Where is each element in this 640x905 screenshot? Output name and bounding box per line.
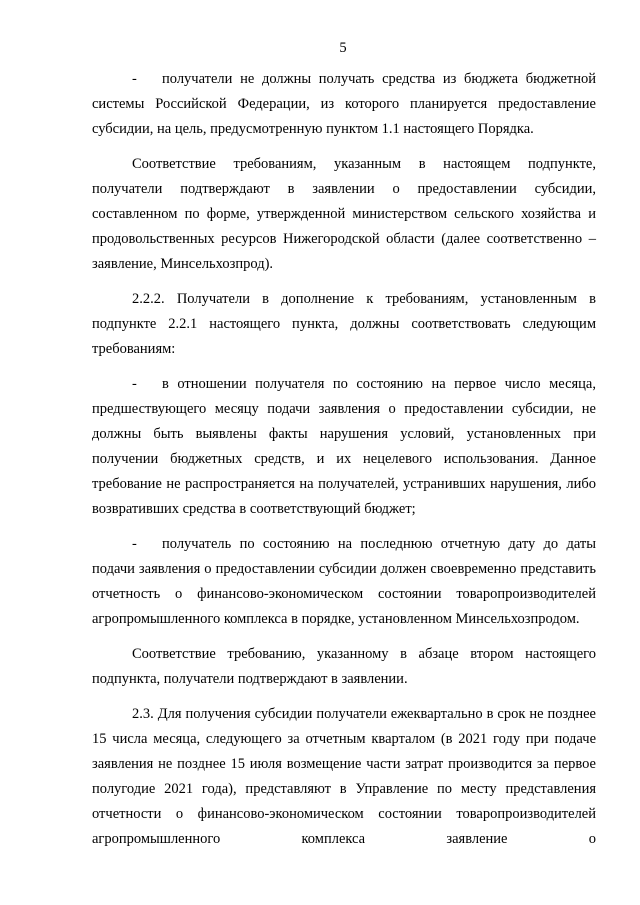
list-dash: - [132,376,137,392]
list-dash: - [132,536,137,552]
paragraph-text: Соответствие требованиям, указанным в настоящем подпункте, получатели подтверждают в заявлении о предоставлении субсидии, составленном по форме, утвержденной министерством сельского хозяйства и продовольственных ресурсов Нижегородской области (далее соответственно – заявление, Минсельхозпрод). [92,156,596,272]
paragraph-text: в отношении получателя по состоянию на первое число месяца, предшествующего месяцу подачи заявления о предоставлении субсидии, не должны быть выявлены факты нарушения условий, установленных при получении бюджетных средств, и их нецелевого использования. Данное требование не распространяется на получателей, устранивших нарушения, либо возвративших средства в соответствующий бюджет; [92,376,596,517]
page-number: 5 [339,40,347,56]
list-dash: - [132,71,137,87]
paragraph-5 [92,532,596,632]
paragraph-text: получатель по состоянию на последнюю отчетную дату до даты подачи заявления о предоставлении субсидии должен своевременно представить отчетность о финансово-экономическом состоянии товаропроизводителей агропромышленного комплекса в порядке, установленном Минсельхозпродом. [92,536,596,627]
paragraph-2 [92,152,596,277]
paragraph-4 [92,372,596,522]
paragraph-text: Соответствие требованию, указанному в абзаце втором настоящего подпункта, получатели подтверждают в заявлении. [92,646,596,687]
paragraph-text: 2.2.2. Получатели в дополнение к требованиям, установленным в подпункте 2.2.1 настоящего пункта, должны соответствовать следующим требованиям: [92,291,596,357]
paragraph-3 [92,287,596,362]
paragraph-7 [92,702,596,852]
paragraph-text: получатели не должны получать средства из бюджета бюджетной системы Российской Федерации, из которого планируется предоставление субсидии, на цель, предусмотренную пунктом 1.1 настоящего Порядка. [92,71,596,137]
paragraph-text: 2.3. Для получения субсидии получатели ежеквартально в срок не позднее 15 числа месяца, следующего за отчетным кварталом (в 2021 году при подаче заявления не позднее 15 июля возмещение части затрат производится за первое полугодие 2021 года), представляют в Управление по месту представления отчетности о финансово-экономическом состоянии товаропроизводителей агропромышленного комплекса заявление о [92,706,596,847]
paragraph-6 [92,642,596,692]
paragraph-1 [92,67,596,142]
